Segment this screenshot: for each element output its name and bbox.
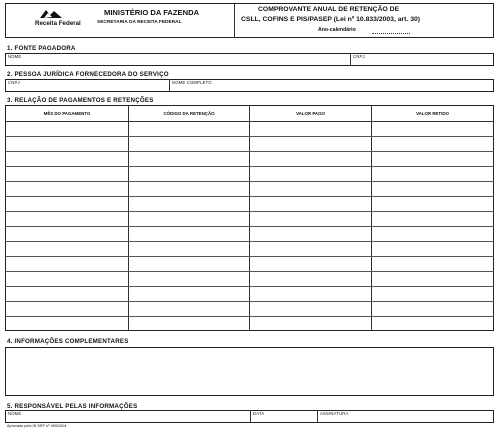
section1-name-field[interactable] — [6, 60, 349, 65]
table-col-divider — [249, 105, 250, 331]
ministry-title: MINISTÉRIO DA FAZENDA — [104, 8, 200, 17]
table-col-divider — [128, 105, 129, 331]
table-header-separator — [5, 121, 494, 122]
section5-title: 5. RESPONSÁVEL PELAS INFORMAÇÕES — [7, 403, 138, 410]
complementary-info-box[interactable] — [5, 347, 494, 396]
table-row-line — [5, 196, 494, 197]
approval-footnote: Aprovado pela IN SRF nº 459/2004 — [7, 424, 67, 428]
section2-cnpj-field[interactable] — [6, 86, 168, 91]
section1-cnpj-field[interactable] — [351, 60, 493, 65]
year-label: Ano-calendário — [318, 27, 356, 33]
document-title-line2: CSLL, COFINS E PIS/PASEP (Lei nº 10.833/2003, art. 30) — [241, 16, 421, 23]
table-row-line — [5, 301, 494, 302]
receita-federal-logo-icon — [38, 8, 64, 20]
table-row-line — [5, 256, 494, 257]
section1-name-label: NOME — [8, 54, 22, 59]
table-row-line — [5, 286, 494, 287]
section2-title: 2. PESSOA JURÍDICA FORNECEDORA DO SERVIÇO — [7, 71, 169, 78]
section3-title: 3. RELAÇÃO DE PAGAMENTOS E RETENÇÕES — [7, 97, 154, 104]
table-row-line — [5, 241, 494, 242]
section2-name-field[interactable] — [170, 86, 493, 91]
table-row-line — [5, 136, 494, 137]
document-title-line1: COMPROVANTE ANUAL DE RETENÇÃO DE — [258, 6, 400, 13]
section5-date-label: DATA — [253, 411, 265, 416]
section5-signature-label: ASSINATURA — [320, 411, 349, 416]
section2-name-label: NOME COMPLETO — [172, 80, 212, 85]
column-header-withheld: VALOR RETIDO — [416, 111, 449, 116]
column-header-code: CÓDIGO DA RETENÇÃO — [163, 111, 215, 116]
section5-name-label: NOME — [8, 411, 22, 416]
table-row-line — [5, 151, 494, 152]
column-header-month: MÊS DO PAGAMENTO — [43, 111, 91, 116]
section4-title: 4. INFORMAÇÕES COMPLEMENTARES — [7, 338, 129, 345]
table-row-line — [5, 226, 494, 227]
table-row-line — [5, 181, 494, 182]
table-row-line — [5, 316, 494, 317]
table-row-line — [5, 271, 494, 272]
section5-signature-field[interactable] — [318, 417, 493, 422]
column-header-paid: VALOR PAGO — [296, 111, 325, 116]
secretariat-title: SECRETARIA DA RECEITA FEDERAL — [97, 20, 182, 25]
section1-cnpj-label: CNPJ — [353, 54, 365, 59]
year-field[interactable] — [372, 33, 410, 34]
section5-date-field[interactable] — [251, 417, 316, 422]
table-col-divider — [371, 105, 372, 331]
logo-text: Receita Federal — [35, 20, 81, 27]
section2-cnpj-label: CNPJ — [8, 80, 20, 85]
header-divider — [234, 3, 235, 38]
section5-name-field[interactable] — [6, 417, 249, 422]
section1-title: 1. FONTE PAGADORA — [7, 45, 76, 52]
table-row-line — [5, 166, 494, 167]
table-row-line — [5, 211, 494, 212]
